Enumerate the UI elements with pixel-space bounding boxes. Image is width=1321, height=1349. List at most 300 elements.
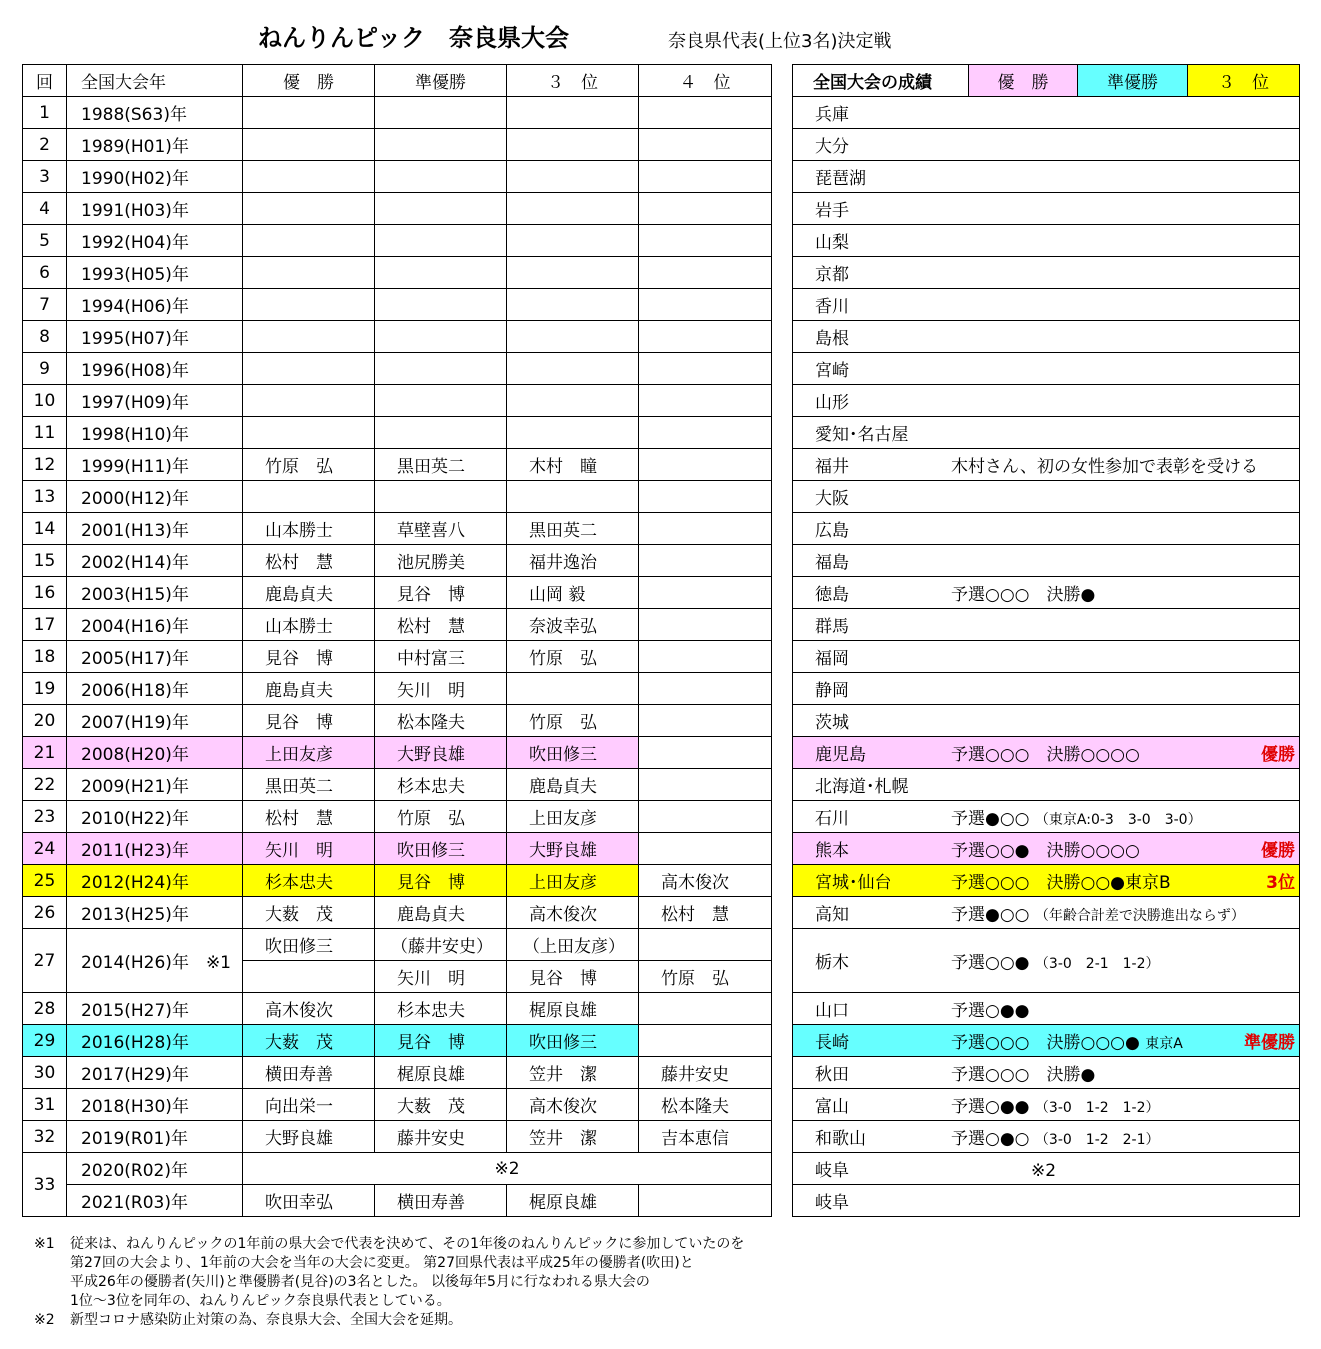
prefecture-name: 大阪 bbox=[815, 489, 849, 509]
national-row bbox=[793, 993, 1300, 1025]
table-row bbox=[23, 705, 772, 737]
national-note: 予選●○○ bbox=[951, 809, 1030, 829]
national-row bbox=[793, 449, 1300, 481]
fourth-place-cell bbox=[639, 321, 772, 353]
table-row bbox=[23, 449, 772, 481]
kai-cell: 8 bbox=[23, 321, 67, 353]
national-row bbox=[793, 1025, 1300, 1057]
national-cell bbox=[793, 1185, 1300, 1217]
prefecture-name: 徳島 bbox=[815, 585, 849, 605]
first-place-cell: 大薮 茂 bbox=[243, 1025, 375, 1057]
table-row bbox=[23, 641, 772, 673]
prefecture-name: 茨城 bbox=[815, 713, 849, 733]
year-cell: 2015(H27)年 bbox=[67, 993, 243, 1025]
third-place-cell bbox=[507, 321, 639, 353]
national-cell bbox=[793, 129, 1300, 161]
third-place-cell: 福井逸治 bbox=[507, 545, 639, 577]
kai-cell: 33 bbox=[23, 1153, 67, 1217]
national-note-detail: （3-0 1-2 1-2） bbox=[1034, 1100, 1160, 1116]
national-row bbox=[793, 1089, 1300, 1121]
year-cell: 1993(H05)年 bbox=[67, 257, 243, 289]
national-cell bbox=[793, 481, 1300, 513]
first-place-cell bbox=[243, 353, 375, 385]
third-place-cell: 梶原良雄 bbox=[507, 993, 639, 1025]
prefecture-name: 石川 bbox=[815, 809, 849, 829]
third-place-cell: 笠井 潔 bbox=[507, 1121, 639, 1153]
national-cell bbox=[793, 417, 1300, 449]
prefecture-name: 長崎 bbox=[815, 1033, 849, 1053]
table-row bbox=[23, 1185, 772, 1217]
kai-cell: 28 bbox=[23, 993, 67, 1025]
national-cell bbox=[793, 257, 1300, 289]
first-place-cell: 大薮 茂 bbox=[243, 897, 375, 929]
fourth-place-cell bbox=[639, 385, 772, 417]
national-results-table bbox=[792, 64, 1300, 1217]
national-cell bbox=[793, 513, 1300, 545]
first-place-cell: 向出栄一 bbox=[243, 1089, 375, 1121]
second-place-cell: 松本隆夫 bbox=[375, 705, 507, 737]
national-cell bbox=[793, 225, 1300, 257]
national-note: 予選●○○ bbox=[951, 905, 1030, 925]
third-place-cell bbox=[507, 161, 639, 193]
prefecture-name: 山口 bbox=[815, 1001, 849, 1021]
national-cell bbox=[793, 897, 1300, 929]
fourth-place-cell: 吉本恵信 bbox=[639, 1121, 772, 1153]
third-place-cell bbox=[507, 417, 639, 449]
prefecture-name: 静岡 bbox=[815, 681, 849, 701]
year-cell: 1991(H03)年 bbox=[67, 193, 243, 225]
national-row bbox=[793, 353, 1300, 385]
national-cell bbox=[793, 1025, 1300, 1057]
third-place-cell: 上田友彦 bbox=[507, 801, 639, 833]
national-cell bbox=[793, 1153, 1300, 1185]
third-place-cell: 吹田修三 bbox=[507, 1025, 639, 1057]
year-cell: 2007(H19)年 bbox=[67, 705, 243, 737]
table-row bbox=[23, 161, 772, 193]
national-cell bbox=[793, 449, 1300, 481]
second-place-cell: 松村 慧 bbox=[375, 609, 507, 641]
fourth-place-cell bbox=[639, 481, 772, 513]
national-row bbox=[793, 129, 1300, 161]
national-header-label: 全国大会の成績 bbox=[793, 65, 969, 97]
national-cell bbox=[793, 833, 1300, 865]
third-place-cell bbox=[507, 385, 639, 417]
national-row bbox=[793, 481, 1300, 513]
first-place-cell: 山本勝士 bbox=[243, 609, 375, 641]
table-row bbox=[23, 353, 772, 385]
prefecture-name: 和歌山 bbox=[815, 1129, 866, 1149]
prefecture-name: 愛知･名古屋 bbox=[815, 425, 909, 445]
national-result: 優勝 bbox=[1261, 841, 1295, 861]
fourth-place-cell bbox=[639, 353, 772, 385]
national-note: 予選○●● bbox=[951, 1097, 1030, 1117]
national-header-row bbox=[793, 65, 1300, 97]
kai-cell: 30 bbox=[23, 1057, 67, 1089]
second-place-cell bbox=[375, 289, 507, 321]
prefecture-name: 琵琶湖 bbox=[815, 169, 866, 189]
prefecture-name: 山梨 bbox=[815, 233, 849, 253]
prefecture-name: 群馬 bbox=[815, 617, 849, 637]
fourth-place-cell bbox=[639, 417, 772, 449]
kai-cell: 17 bbox=[23, 609, 67, 641]
national-row bbox=[793, 193, 1300, 225]
prefecture-name: 福島 bbox=[815, 553, 849, 573]
prefecture-name: 高知 bbox=[815, 905, 849, 925]
year-cell: 2014(H26)年 ※1 bbox=[67, 929, 243, 993]
national-cell bbox=[793, 545, 1300, 577]
second-place-cell bbox=[375, 193, 507, 225]
national-result: 優勝 bbox=[1261, 745, 1295, 765]
national-cell bbox=[793, 1089, 1300, 1121]
kai-cell: 31 bbox=[23, 1089, 67, 1121]
first-place-cell bbox=[243, 321, 375, 353]
table-row bbox=[23, 897, 772, 929]
national-cell bbox=[793, 1121, 1300, 1153]
third-place-cell bbox=[507, 257, 639, 289]
national-note-detail: （3-0 2-1 1-2） bbox=[1034, 956, 1160, 972]
first-place-cell bbox=[243, 289, 375, 321]
first-place-cell bbox=[243, 257, 375, 289]
first-place-cell: 高木俊次 bbox=[243, 993, 375, 1025]
national-row bbox=[793, 1121, 1300, 1153]
second-place-cell: 鹿島貞夫 bbox=[375, 897, 507, 929]
postponed-cell: ※2 bbox=[243, 1153, 772, 1185]
table-row bbox=[23, 321, 772, 353]
national-row bbox=[793, 161, 1300, 193]
header-first: 優 勝 bbox=[243, 65, 375, 97]
third-place-cell bbox=[507, 225, 639, 257]
third-place-cell: 上田友彦 bbox=[507, 865, 639, 897]
national-row bbox=[793, 609, 1300, 641]
table-row bbox=[23, 1121, 772, 1153]
first-place-cell: 松村 慧 bbox=[243, 801, 375, 833]
first-place-cell: 見谷 博 bbox=[243, 641, 375, 673]
first-place-cell: 吹田修三 bbox=[243, 929, 375, 961]
year-cell: 1995(H07)年 bbox=[67, 321, 243, 353]
fourth-place-cell bbox=[639, 833, 772, 865]
first-place-cell bbox=[243, 385, 375, 417]
national-note: 予選○●○ bbox=[951, 1129, 1030, 1149]
national-note: 予選○○○ 決勝● bbox=[951, 1065, 1096, 1085]
third-place-cell: 竹原 弘 bbox=[507, 641, 639, 673]
national-row bbox=[793, 801, 1300, 833]
year-cell: 2006(H18)年 bbox=[67, 673, 243, 705]
table-row bbox=[23, 1057, 772, 1089]
national-note: 予選○○● 決勝○○○○ bbox=[951, 841, 1140, 861]
national-row bbox=[793, 513, 1300, 545]
year-cell: 2019(R01)年 bbox=[67, 1121, 243, 1153]
second-place-cell bbox=[375, 417, 507, 449]
year-cell: 2002(H14)年 bbox=[67, 545, 243, 577]
first-place-cell: 矢川 明 bbox=[243, 833, 375, 865]
third-place-cell: 高木俊次 bbox=[507, 897, 639, 929]
kai-cell: 24 bbox=[23, 833, 67, 865]
second-place-cell: 吹田修三 bbox=[375, 833, 507, 865]
year-cell: 1997(H09)年 bbox=[67, 385, 243, 417]
table-row bbox=[23, 833, 772, 865]
second-place-cell: 矢川 明 bbox=[375, 673, 507, 705]
table-row bbox=[23, 673, 772, 705]
national-note: 予選○○○ 決勝○○○○ bbox=[951, 745, 1140, 765]
prefecture-name: 宮崎 bbox=[815, 361, 849, 381]
first-place-cell: 横田寿善 bbox=[243, 1057, 375, 1089]
prefecture-name: 福岡 bbox=[815, 649, 849, 669]
second-place-cell: 大野良雄 bbox=[375, 737, 507, 769]
table-row bbox=[23, 801, 772, 833]
year-cell: 2009(H21)年 bbox=[67, 769, 243, 801]
prefecture-name: 岐阜 bbox=[815, 1193, 849, 1213]
table-row bbox=[23, 385, 772, 417]
kai-cell: 23 bbox=[23, 801, 67, 833]
fourth-place-cell bbox=[639, 513, 772, 545]
national-cell bbox=[793, 353, 1300, 385]
kai-cell: 6 bbox=[23, 257, 67, 289]
legend-first: 優 勝 bbox=[969, 65, 1078, 97]
second-place-cell: 見谷 博 bbox=[375, 865, 507, 897]
second-place-cell: （藤井安史） bbox=[375, 929, 507, 961]
first-place-cell: 杉本忠夫 bbox=[243, 865, 375, 897]
national-row bbox=[793, 225, 1300, 257]
header-third: ３ 位 bbox=[507, 65, 639, 97]
table-row bbox=[23, 289, 772, 321]
fourth-place-cell bbox=[639, 161, 772, 193]
second-place-cell: 黒田英二 bbox=[375, 449, 507, 481]
kai-cell: 26 bbox=[23, 897, 67, 929]
national-row bbox=[793, 705, 1300, 737]
year-cell: 2018(H30)年 bbox=[67, 1089, 243, 1121]
year-cell: 2017(H29)年 bbox=[67, 1057, 243, 1089]
national-row bbox=[793, 417, 1300, 449]
year-cell: 2013(H25)年 bbox=[67, 897, 243, 929]
header-second: 準優勝 bbox=[375, 65, 507, 97]
national-cell bbox=[793, 193, 1300, 225]
third-place-cell bbox=[507, 193, 639, 225]
fourth-place-cell: 松本隆夫 bbox=[639, 1089, 772, 1121]
first-place-cell bbox=[243, 129, 375, 161]
national-row bbox=[793, 385, 1300, 417]
fourth-place-cell: 竹原 弘 bbox=[639, 961, 772, 993]
year-cell: 2008(H20)年 bbox=[67, 737, 243, 769]
national-note: 予選○○○ 決勝● bbox=[951, 585, 1096, 605]
fourth-place-cell bbox=[639, 97, 772, 129]
table-row bbox=[23, 577, 772, 609]
third-place-cell: 吹田修三 bbox=[507, 737, 639, 769]
third-place-cell bbox=[507, 481, 639, 513]
second-place-cell bbox=[375, 385, 507, 417]
first-place-cell: 松村 慧 bbox=[243, 545, 375, 577]
table-row bbox=[23, 609, 772, 641]
third-place-cell: 木村 瞳 bbox=[507, 449, 639, 481]
footnotes bbox=[34, 1235, 744, 1330]
year-cell: 2016(H28)年 bbox=[67, 1025, 243, 1057]
second-place-cell bbox=[375, 225, 507, 257]
kai-cell: 12 bbox=[23, 449, 67, 481]
table-row bbox=[23, 225, 772, 257]
year-cell: 1990(H02)年 bbox=[67, 161, 243, 193]
national-cell bbox=[793, 705, 1300, 737]
year-cell: 2012(H24)年 bbox=[67, 865, 243, 897]
first-place-cell bbox=[243, 161, 375, 193]
national-cell bbox=[793, 1057, 1300, 1089]
fourth-place-cell bbox=[639, 545, 772, 577]
third-place-cell bbox=[507, 129, 639, 161]
fourth-place-cell bbox=[639, 289, 772, 321]
table-row bbox=[23, 193, 772, 225]
prefecture-name: 岩手 bbox=[815, 201, 849, 221]
first-place-cell: 竹原 弘 bbox=[243, 449, 375, 481]
third-place-cell: 大野良雄 bbox=[507, 833, 639, 865]
fourth-place-cell bbox=[639, 769, 772, 801]
national-cell bbox=[793, 737, 1300, 769]
kai-cell: 20 bbox=[23, 705, 67, 737]
fourth-place-cell bbox=[639, 609, 772, 641]
header-fourth: ４ 位 bbox=[639, 65, 772, 97]
first-place-cell: 山本勝士 bbox=[243, 513, 375, 545]
fourth-place-cell: 高木俊次 bbox=[639, 865, 772, 897]
fourth-place-cell bbox=[639, 1185, 772, 1217]
first-place-cell: 吹田幸弘 bbox=[243, 1185, 375, 1217]
second-place-cell: 藤井安史 bbox=[375, 1121, 507, 1153]
fourth-place-cell bbox=[639, 193, 772, 225]
kai-cell: 4 bbox=[23, 193, 67, 225]
national-cell bbox=[793, 289, 1300, 321]
national-row bbox=[793, 545, 1300, 577]
kai-cell: 25 bbox=[23, 865, 67, 897]
kai-cell: 19 bbox=[23, 673, 67, 705]
second-place-cell: 大薮 茂 bbox=[375, 1089, 507, 1121]
table-row bbox=[23, 737, 772, 769]
kai-cell: 9 bbox=[23, 353, 67, 385]
national-note: ※2 bbox=[1031, 1161, 1057, 1181]
prefecture-name: 広島 bbox=[815, 521, 849, 541]
national-note: 予選○○● bbox=[951, 953, 1030, 973]
year-cell: 1994(H06)年 bbox=[67, 289, 243, 321]
prefecture-name: 福井 bbox=[815, 457, 849, 477]
table-row bbox=[23, 1153, 772, 1185]
table-header-row bbox=[23, 65, 772, 97]
first-place-cell: 鹿島貞夫 bbox=[243, 577, 375, 609]
kai-cell: 32 bbox=[23, 1121, 67, 1153]
kai-cell: 22 bbox=[23, 769, 67, 801]
fourth-place-cell bbox=[639, 801, 772, 833]
kai-cell: 5 bbox=[23, 225, 67, 257]
year-cell: 2020(R02)年 bbox=[67, 1153, 243, 1185]
year-cell: 1996(H08)年 bbox=[67, 353, 243, 385]
table-row bbox=[23, 257, 772, 289]
national-row bbox=[793, 737, 1300, 769]
kai-cell: 16 bbox=[23, 577, 67, 609]
second-place-cell: 杉本忠夫 bbox=[375, 769, 507, 801]
third-place-cell: 鹿島貞夫 bbox=[507, 769, 639, 801]
table-row bbox=[23, 545, 772, 577]
year-cell: 2005(H17)年 bbox=[67, 641, 243, 673]
prefecture-name: 兵庫 bbox=[815, 105, 849, 125]
header-kai: 回 bbox=[23, 65, 67, 97]
national-row bbox=[793, 1057, 1300, 1089]
prefecture-name: 栃木 bbox=[815, 953, 849, 973]
fourth-place-cell bbox=[639, 673, 772, 705]
national-row bbox=[793, 1185, 1300, 1217]
kai-cell: 29 bbox=[23, 1025, 67, 1057]
national-row bbox=[793, 865, 1300, 897]
fourth-place-cell: 藤井安史 bbox=[639, 1057, 772, 1089]
prefecture-name: 鹿児島 bbox=[815, 745, 866, 765]
second-place-cell: 杉本忠夫 bbox=[375, 993, 507, 1025]
year-cell: 1988(S63)年 bbox=[67, 97, 243, 129]
third-place-cell: （上田友彦） bbox=[507, 929, 639, 961]
prefecture-name: 熊本 bbox=[815, 841, 849, 861]
national-cell bbox=[793, 385, 1300, 417]
year-cell: 1992(H04)年 bbox=[67, 225, 243, 257]
prefecture-name: 山形 bbox=[815, 393, 849, 413]
legend-second: 準優勝 bbox=[1078, 65, 1188, 97]
table-row bbox=[23, 929, 772, 961]
table-row bbox=[23, 97, 772, 129]
first-place-cell bbox=[243, 961, 375, 993]
header-year: 全国大会年 bbox=[67, 65, 243, 97]
kai-cell: 7 bbox=[23, 289, 67, 321]
second-place-cell: 見谷 博 bbox=[375, 1025, 507, 1057]
second-place-cell: 見谷 博 bbox=[375, 577, 507, 609]
national-row bbox=[793, 97, 1300, 129]
year-cell: 2001(H13)年 bbox=[67, 513, 243, 545]
national-cell bbox=[793, 673, 1300, 705]
national-row bbox=[793, 833, 1300, 865]
national-note-detail: （年齢合計差で決勝進出ならず） bbox=[1034, 908, 1245, 924]
fourth-place-cell bbox=[639, 705, 772, 737]
kai-cell: 15 bbox=[23, 545, 67, 577]
fourth-place-cell bbox=[639, 737, 772, 769]
year-cell: 2000(H12)年 bbox=[67, 481, 243, 513]
prefecture-name: 香川 bbox=[815, 297, 849, 317]
table-row bbox=[23, 481, 772, 513]
fourth-place-cell bbox=[639, 129, 772, 161]
third-place-cell: 見谷 博 bbox=[507, 961, 639, 993]
national-row bbox=[793, 897, 1300, 929]
first-place-cell bbox=[243, 97, 375, 129]
fourth-place-cell bbox=[639, 993, 772, 1025]
national-note: 予選○○○ 決勝○○○● bbox=[951, 1033, 1140, 1053]
fourth-place-cell bbox=[639, 1025, 772, 1057]
first-place-cell: 上田友彦 bbox=[243, 737, 375, 769]
first-place-cell bbox=[243, 481, 375, 513]
national-row bbox=[793, 641, 1300, 673]
first-place-cell: 鹿島貞夫 bbox=[243, 673, 375, 705]
national-row bbox=[793, 257, 1300, 289]
kai-cell: 13 bbox=[23, 481, 67, 513]
second-place-cell: 横田寿善 bbox=[375, 1185, 507, 1217]
third-place-cell: 竹原 弘 bbox=[507, 705, 639, 737]
fourth-place-cell bbox=[639, 225, 772, 257]
year-cell: 2021(R03)年 bbox=[67, 1185, 243, 1217]
table-row bbox=[23, 417, 772, 449]
first-place-cell bbox=[243, 193, 375, 225]
footnote-1: ※1 従来は、ねんりんピックの1年前の県大会で代表を決めて、その1年後のねんりんピックに参加していたのを 第27回の大会より、1年前の大会を当年の大会に変更。 第27回県代表は平成25年の優勝者(吹田)と 平成26年の優勝者(矢川)と準優勝者(見谷)の3名とした。 以後毎年5月に行なわれる県大会の 1位～3位を同年の、ねんりんピック奈良県代表としている。 bbox=[34, 1236, 745, 1309]
kai-cell: 10 bbox=[23, 385, 67, 417]
table-row bbox=[23, 769, 772, 801]
national-cell bbox=[793, 641, 1300, 673]
national-note-detail: 東京A bbox=[1145, 1036, 1183, 1052]
prefecture-name: 京都 bbox=[815, 265, 849, 285]
first-place-cell: 大野良雄 bbox=[243, 1121, 375, 1153]
year-cell: 1998(H10)年 bbox=[67, 417, 243, 449]
national-row bbox=[793, 769, 1300, 801]
national-row bbox=[793, 321, 1300, 353]
prefecture-name: 島根 bbox=[815, 329, 849, 349]
kai-cell: 18 bbox=[23, 641, 67, 673]
first-place-cell bbox=[243, 225, 375, 257]
national-result: 準優勝 bbox=[1244, 1033, 1295, 1053]
